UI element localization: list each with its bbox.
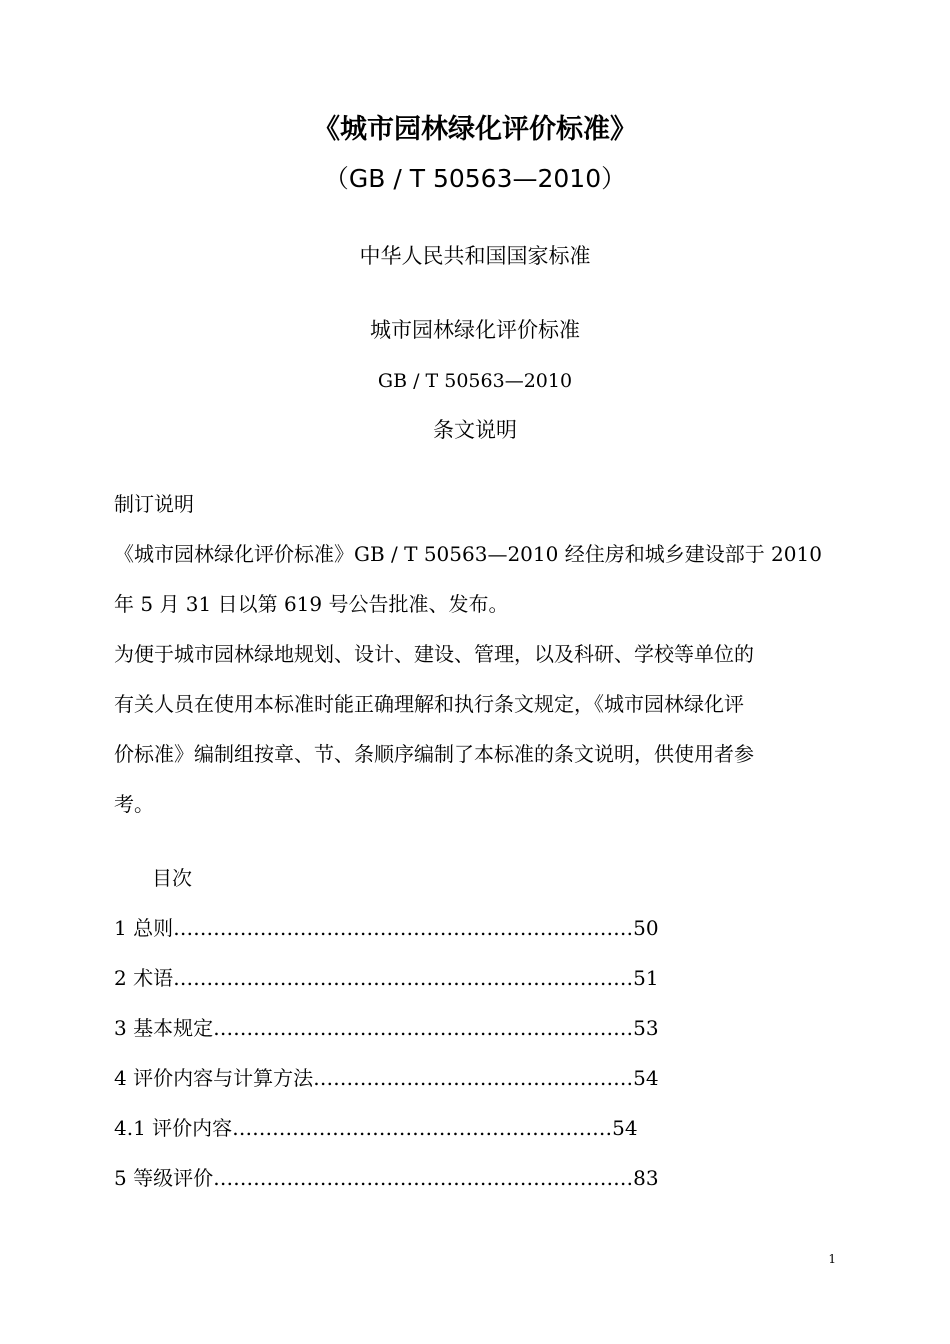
toc-entry-dots: ……………………………………………………… (213, 1166, 634, 1190)
toc-entry-label: 1 总则 (114, 916, 174, 940)
toc-entry-page: 50 (633, 916, 659, 940)
page-number: 1 (828, 1252, 836, 1266)
toc-entry-dots: ……………………………………………………… (213, 1016, 634, 1040)
section-heading: 条文说明 (433, 418, 517, 442)
standard-code: GB / T 50563—2010 (377, 370, 573, 392)
paragraph-line: 《城市园林绿化评价标准》GB / T 50563—2010 经住房和城乡建设部于 2010 (114, 542, 822, 566)
toc-entry[interactable] (114, 1018, 659, 1038)
toc-entry[interactable] (114, 918, 659, 938)
toc-entry-dots: ………………………………………………… (232, 1116, 613, 1140)
paragraph-line: 有关人员在使用本标准时能正确理解和执行条文规定，《城市园林绿化评 (114, 692, 744, 716)
toc-entry-page: 51 (633, 966, 659, 990)
toc-entry-label: 5 等级评价 (114, 1166, 214, 1190)
toc-entry-page: 54 (633, 1066, 659, 1090)
toc-entry-label: 4.1 评价内容 (114, 1116, 233, 1140)
toc-entry-page: 54 (612, 1116, 638, 1140)
toc-entry[interactable] (114, 1168, 659, 1188)
drafting-heading: 制订说明 (114, 492, 194, 516)
paragraph-line: 年 5 月 31 日以第 619 号公告批准、发布。 (114, 592, 509, 616)
toc-entry-dots: ………………………………………… (313, 1066, 634, 1090)
standard-name: 城市园林绿化评价标准 (370, 318, 580, 342)
document-title: 《城市园林绿化评价标准》 (313, 114, 637, 145)
toc-heading: 目次 (152, 866, 192, 890)
toc-entry-label: 2 术语 (114, 966, 174, 990)
toc-entry[interactable] (114, 968, 659, 988)
toc-entry[interactable] (114, 1118, 638, 1138)
toc-entry-dots: …………………………………………………………… (173, 916, 634, 940)
toc-entry-dots: …………………………………………………………… (173, 966, 634, 990)
toc-entry-label: 3 基本规定 (114, 1016, 214, 1040)
toc-entry-label: 4 评价内容与计算方法 (114, 1066, 314, 1090)
publisher-line: 中华人民共和国国家标准 (359, 244, 591, 268)
toc-entry-page: 53 (633, 1016, 659, 1040)
document-code: （GB / T 50563—2010） (323, 164, 627, 193)
toc-entry-page: 83 (633, 1166, 659, 1190)
toc-entry[interactable] (114, 1068, 659, 1088)
paragraph-line: 价标准》编制组按章、节、条顺序编制了本标准的条文说明，供使用者参 (114, 742, 754, 766)
paragraph-line: 考。 (114, 792, 154, 816)
paragraph-line: 为便于城市园林绿地规划、设计、建设、管理，以及科研、学校等单位的 (114, 642, 754, 666)
